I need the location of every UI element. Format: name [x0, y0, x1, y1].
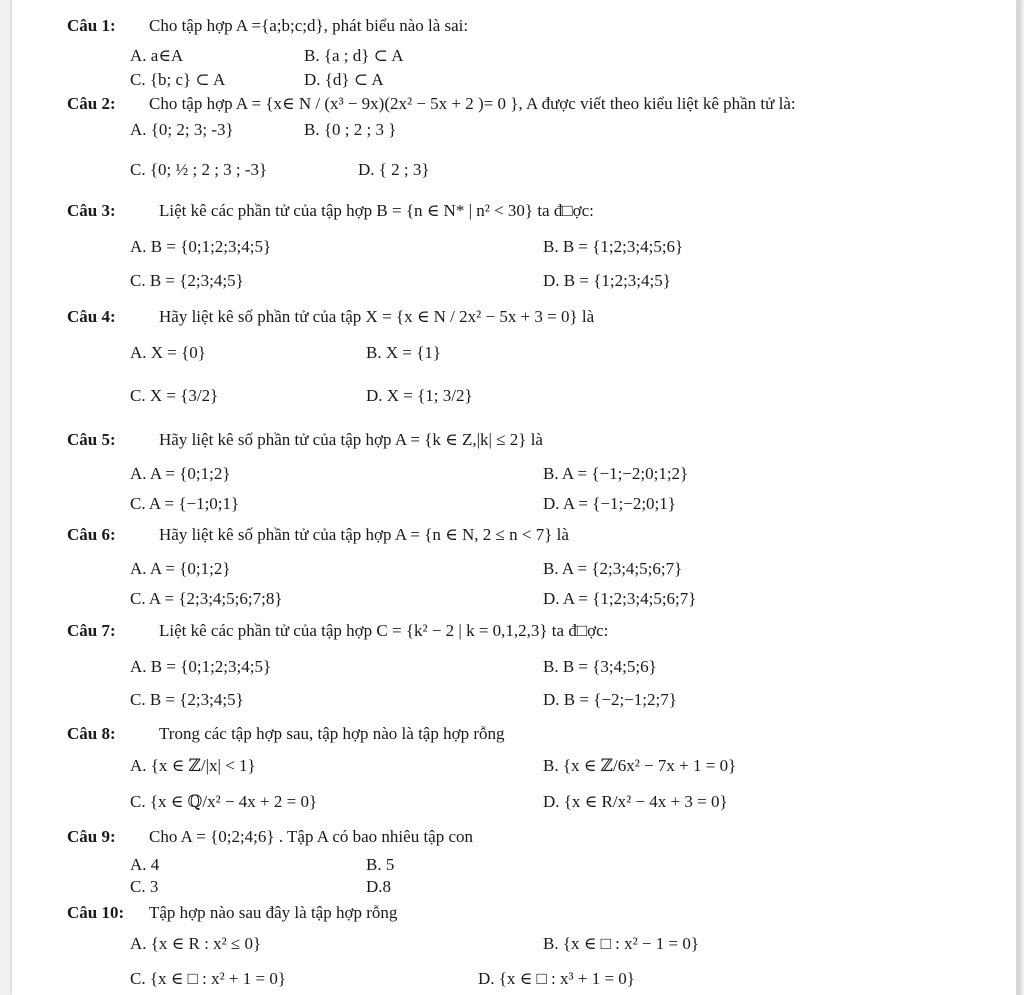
option-b: B. {x ∈ □ : x² − 1 = 0} — [543, 934, 700, 953]
question-label: Câu 3: — [67, 201, 116, 220]
question-2 — [67, 94, 796, 114]
question-label: Câu 7: — [67, 621, 116, 640]
question-text: Liệt kê các phần tử của tập hợp B = {n ∈ N* | n² < 30} ta đ□ợc: — [159, 201, 594, 220]
option-a: A. A = {0;1;2} — [130, 559, 231, 578]
option-d: D. B = {−2;−1;2;7} — [543, 690, 677, 709]
option-c: C. {x ∈ □ : x² + 1 = 0} — [130, 969, 287, 988]
question-label: Câu 4: — [67, 307, 116, 326]
question-text: Hãy liệt kê số phần tử của tập hợp A = {k ∈ Z,|k| ≤ 2} là — [159, 430, 543, 449]
option-d: D. { 2 ; 3} — [358, 160, 430, 179]
question-text: Cho A = {0;2;4;6} . Tập A có bao nhiêu tập con — [149, 827, 474, 846]
option-b: B. B = {1;2;3;4;5;6} — [543, 237, 684, 256]
option-a: A. {x ∈ R : x² ≤ 0} — [130, 934, 262, 953]
question-1 — [67, 16, 468, 36]
option-c: C. {x ∈ ℚ/x² − 4x + 2 = 0} — [130, 792, 318, 811]
option-a: A. {0; 2; 3; -3} — [130, 120, 234, 139]
option-d: D. B = {1;2;3;4;5} — [543, 271, 671, 290]
question-label: Câu 9: — [67, 827, 116, 846]
question-9 — [67, 827, 473, 847]
option-b: B. 5 — [366, 855, 395, 874]
question-8 — [67, 724, 505, 744]
option-a: A. B = {0;1;2;3;4;5} — [130, 237, 272, 256]
question-label: Câu 6: — [67, 525, 116, 544]
option-d: D. A = {−1;−2;0;1} — [543, 494, 676, 513]
option-c: C. 3 — [130, 877, 159, 896]
question-text: Hãy liệt kê số phần tử của tập hợp A = {n ∈ N, 2 ≤ n < 7} là — [159, 525, 569, 544]
option-b: B. {a ; d} ⊂ A — [304, 46, 404, 65]
option-c: C. X = {3/2} — [130, 386, 219, 405]
question-label: Câu 10: — [67, 903, 125, 922]
option-a: A. X = {0} — [130, 343, 206, 362]
question-label: Câu 1: — [67, 16, 116, 35]
question-label: Câu 8: — [67, 724, 116, 743]
question-text: Liệt kê các phần tử của tập hợp C = {k² − 2 | k = 0,1,2,3} ta đ□ợc: — [159, 621, 609, 640]
option-d: D. {x ∈ R/x² − 4x + 3 = 0} — [543, 792, 728, 811]
question-text: Trong các tập hợp sau, tập hợp nào là tập hợp rỗng — [159, 724, 505, 743]
document-page — [12, 0, 1020, 995]
option-b: B. {x ∈ ℤ/6x² − 7x + 1 = 0} — [543, 756, 737, 775]
option-b: B. {0 ; 2 ; 3 } — [304, 120, 397, 139]
option-c: C. A = {−1;0;1} — [130, 494, 240, 513]
option-b: B. X = {1} — [366, 343, 442, 362]
question-10 — [67, 903, 397, 923]
option-a: A. {x ∈ ℤ/|x| < 1} — [130, 756, 256, 775]
option-a: A. A = {0;1;2} — [130, 464, 231, 483]
option-c: C. B = {2;3;4;5} — [130, 271, 244, 290]
option-b: B. B = {3;4;5;6} — [543, 657, 657, 676]
option-d: D.8 — [366, 877, 392, 896]
option-d: D. X = {1; 3/2} — [366, 386, 473, 405]
option-d: D. A = {1;2;3;4;5;6;7} — [543, 589, 697, 608]
option-c: C. B = {2;3;4;5} — [130, 690, 244, 709]
option-d: D. {d} ⊂ A — [304, 70, 384, 89]
option-a: A. a∈A — [130, 46, 184, 65]
option-c: C. A = {2;3;4;5;6;7;8} — [130, 589, 283, 608]
question-text: Hãy liệt kê số phần tử của tập X = {x ∈ N / 2x² − 5x + 3 = 0} là — [159, 307, 595, 326]
question-label: Câu 5: — [67, 430, 116, 449]
option-b: B. A = {−1;−2;0;1;2} — [543, 464, 689, 483]
question-5 — [67, 430, 543, 450]
question-6 — [67, 525, 569, 545]
option-d: D. {x ∈ □ : x³ + 1 = 0} — [478, 969, 635, 988]
option-c: C. {b; c} ⊂ A — [130, 70, 226, 89]
question-text: Cho tập hợp A ={a;b;c;d}, phát biểu nào là sai: — [149, 16, 469, 35]
question-text: Cho tập hợp A = {x∈ N / (x³ − 9x)(2x² − 5x + 2 )= 0 }, A được viết theo kiểu liệt kê phần tử là: — [149, 94, 796, 113]
question-3 — [67, 201, 594, 221]
question-7 — [67, 621, 608, 641]
option-b: B. A = {2;3;4;5;6;7} — [543, 559, 683, 578]
option-a: A. B = {0;1;2;3;4;5} — [130, 657, 272, 676]
option-c: C. {0; ½ ; 2 ; 3 ; -3} — [130, 160, 268, 179]
question-text: Tập hợp nào sau đây là tập hợp rỗng — [149, 903, 398, 922]
question-label: Câu 2: — [67, 94, 116, 113]
question-4 — [67, 307, 594, 327]
page-edge — [1016, 0, 1020, 995]
option-a: A. 4 — [130, 855, 160, 874]
